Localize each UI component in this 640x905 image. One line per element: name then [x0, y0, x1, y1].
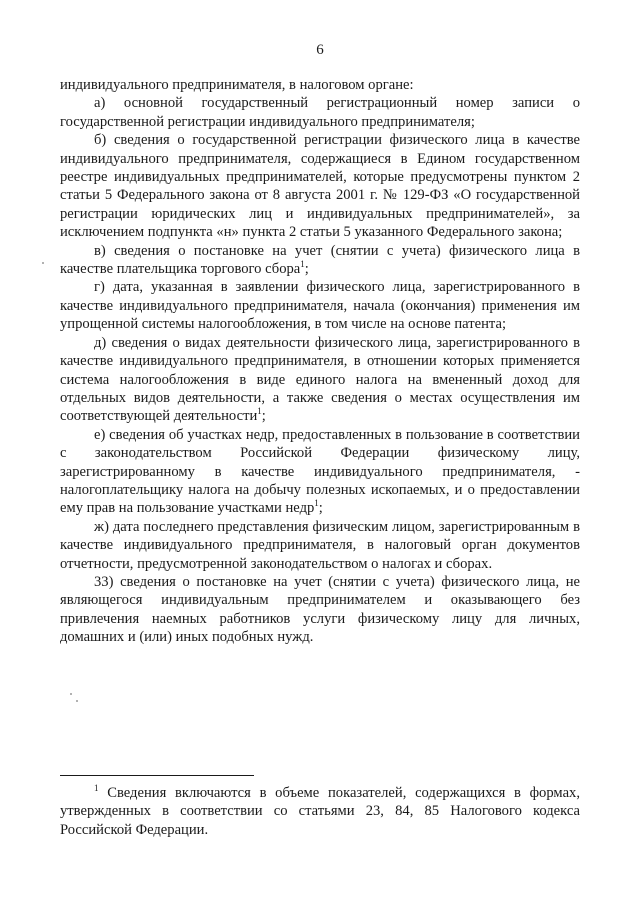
- paragraph-item-33: 33) сведения о постановке на учет (снятии с учета) физического лица, не являющегося индивидуальным предпринимателем и оказывающего без привлечения наемных работников услуги физическому лицу для личных, домашних и (или) иных подобных нужд.: [60, 573, 580, 646]
- footnote-marker: 1: [94, 783, 99, 794]
- paragraph-item-d-suffix: ;: [261, 408, 266, 425]
- footnote-paragraph: [60, 784, 580, 839]
- scan-speck: [42, 262, 44, 264]
- paragraph-item-e-text: е) сведения об участках недр, предоставленных в пользование в соответствии с законодательством Российской Федерации физическому лицу, зарегистрированному в качестве индивидуального предпринимателя, - налогоплательщику налога на добычу полезных ископаемых, и о предоставлении ему прав на пользование участками недр: [60, 426, 580, 517]
- paragraph-item-v-text: в) сведения о постановке на учет (снятии с учета) физического лица в качестве плательщика торгового сбора: [60, 242, 580, 278]
- paragraph-item-e-suffix: ;: [318, 500, 323, 517]
- paragraph-continuation: индивидуального предпринимателя, в налоговом органе:: [60, 77, 414, 93]
- body-text: [60, 76, 580, 647]
- footnote-ref: 1: [257, 406, 262, 417]
- paragraph-item-d-text: д) сведения о видах деятельности физического лица, зарегистрированного в качестве индивидуального предпринимателя, в отношении которых применяется система налогообложения в виде единого налога на вмененный доход для отдельных видов деятельности, а также сведения о местах осуществления им соответствующей деятельности: [60, 334, 580, 425]
- paragraph-item-e: [60, 426, 580, 518]
- footnote-ref: 1: [300, 259, 305, 270]
- paragraph-item-zh: ж) дата последнего представления физическим лицом, зарегистрированным в качестве индивидуального предпринимателя, в налоговый орган документов отчетности, предусмотренной законодательством о налогах и сборах.: [60, 518, 580, 572]
- paragraph-item-a: а) основной государственный регистрационный номер записи о государственной регистрации индивидуального предпринимателя;: [60, 95, 580, 130]
- page-number: 6: [316, 42, 324, 58]
- scan-speck: [70, 693, 72, 695]
- paragraph-item-v-suffix: ;: [304, 261, 309, 278]
- paragraph-item-g: г) дата, указанная в заявлении физического лица, зарегистрированного в качестве индивидуального предпринимателя, начала (окончания) применения им упрощенной системы налогообложения, в том числе на основе патента;: [60, 279, 580, 333]
- paragraph-item-d: [60, 334, 580, 426]
- scan-speck: [76, 700, 78, 702]
- footnote-ref: 1: [314, 498, 319, 509]
- footnote-divider: [60, 775, 254, 776]
- paragraph-item-v: [60, 242, 580, 279]
- paragraph-item-b: б) сведения о государственной регистрации физического лица в качестве индивидуального предпринимателя, содержащиеся в Едином государственном реестре индивидуальных предпринимателей, которые предусмотрены пунктом 2 статьи 5 Федерального закона от 8 августа 2001 г. № 129-ФЗ «О государственной регистрации юридических лиц и индивидуальных предпринимателей», за исключением подпункта «н» пункта 2 статьи 5 указанного Федерального закона;: [60, 132, 580, 241]
- footnote-text: Сведения включаются в объеме показателей, содержащихся в формах, утвержденных в соответствии со статьями 23, 84, 85 Налогового кодекса Российской Федерации.: [60, 785, 580, 838]
- footnote: [60, 784, 580, 839]
